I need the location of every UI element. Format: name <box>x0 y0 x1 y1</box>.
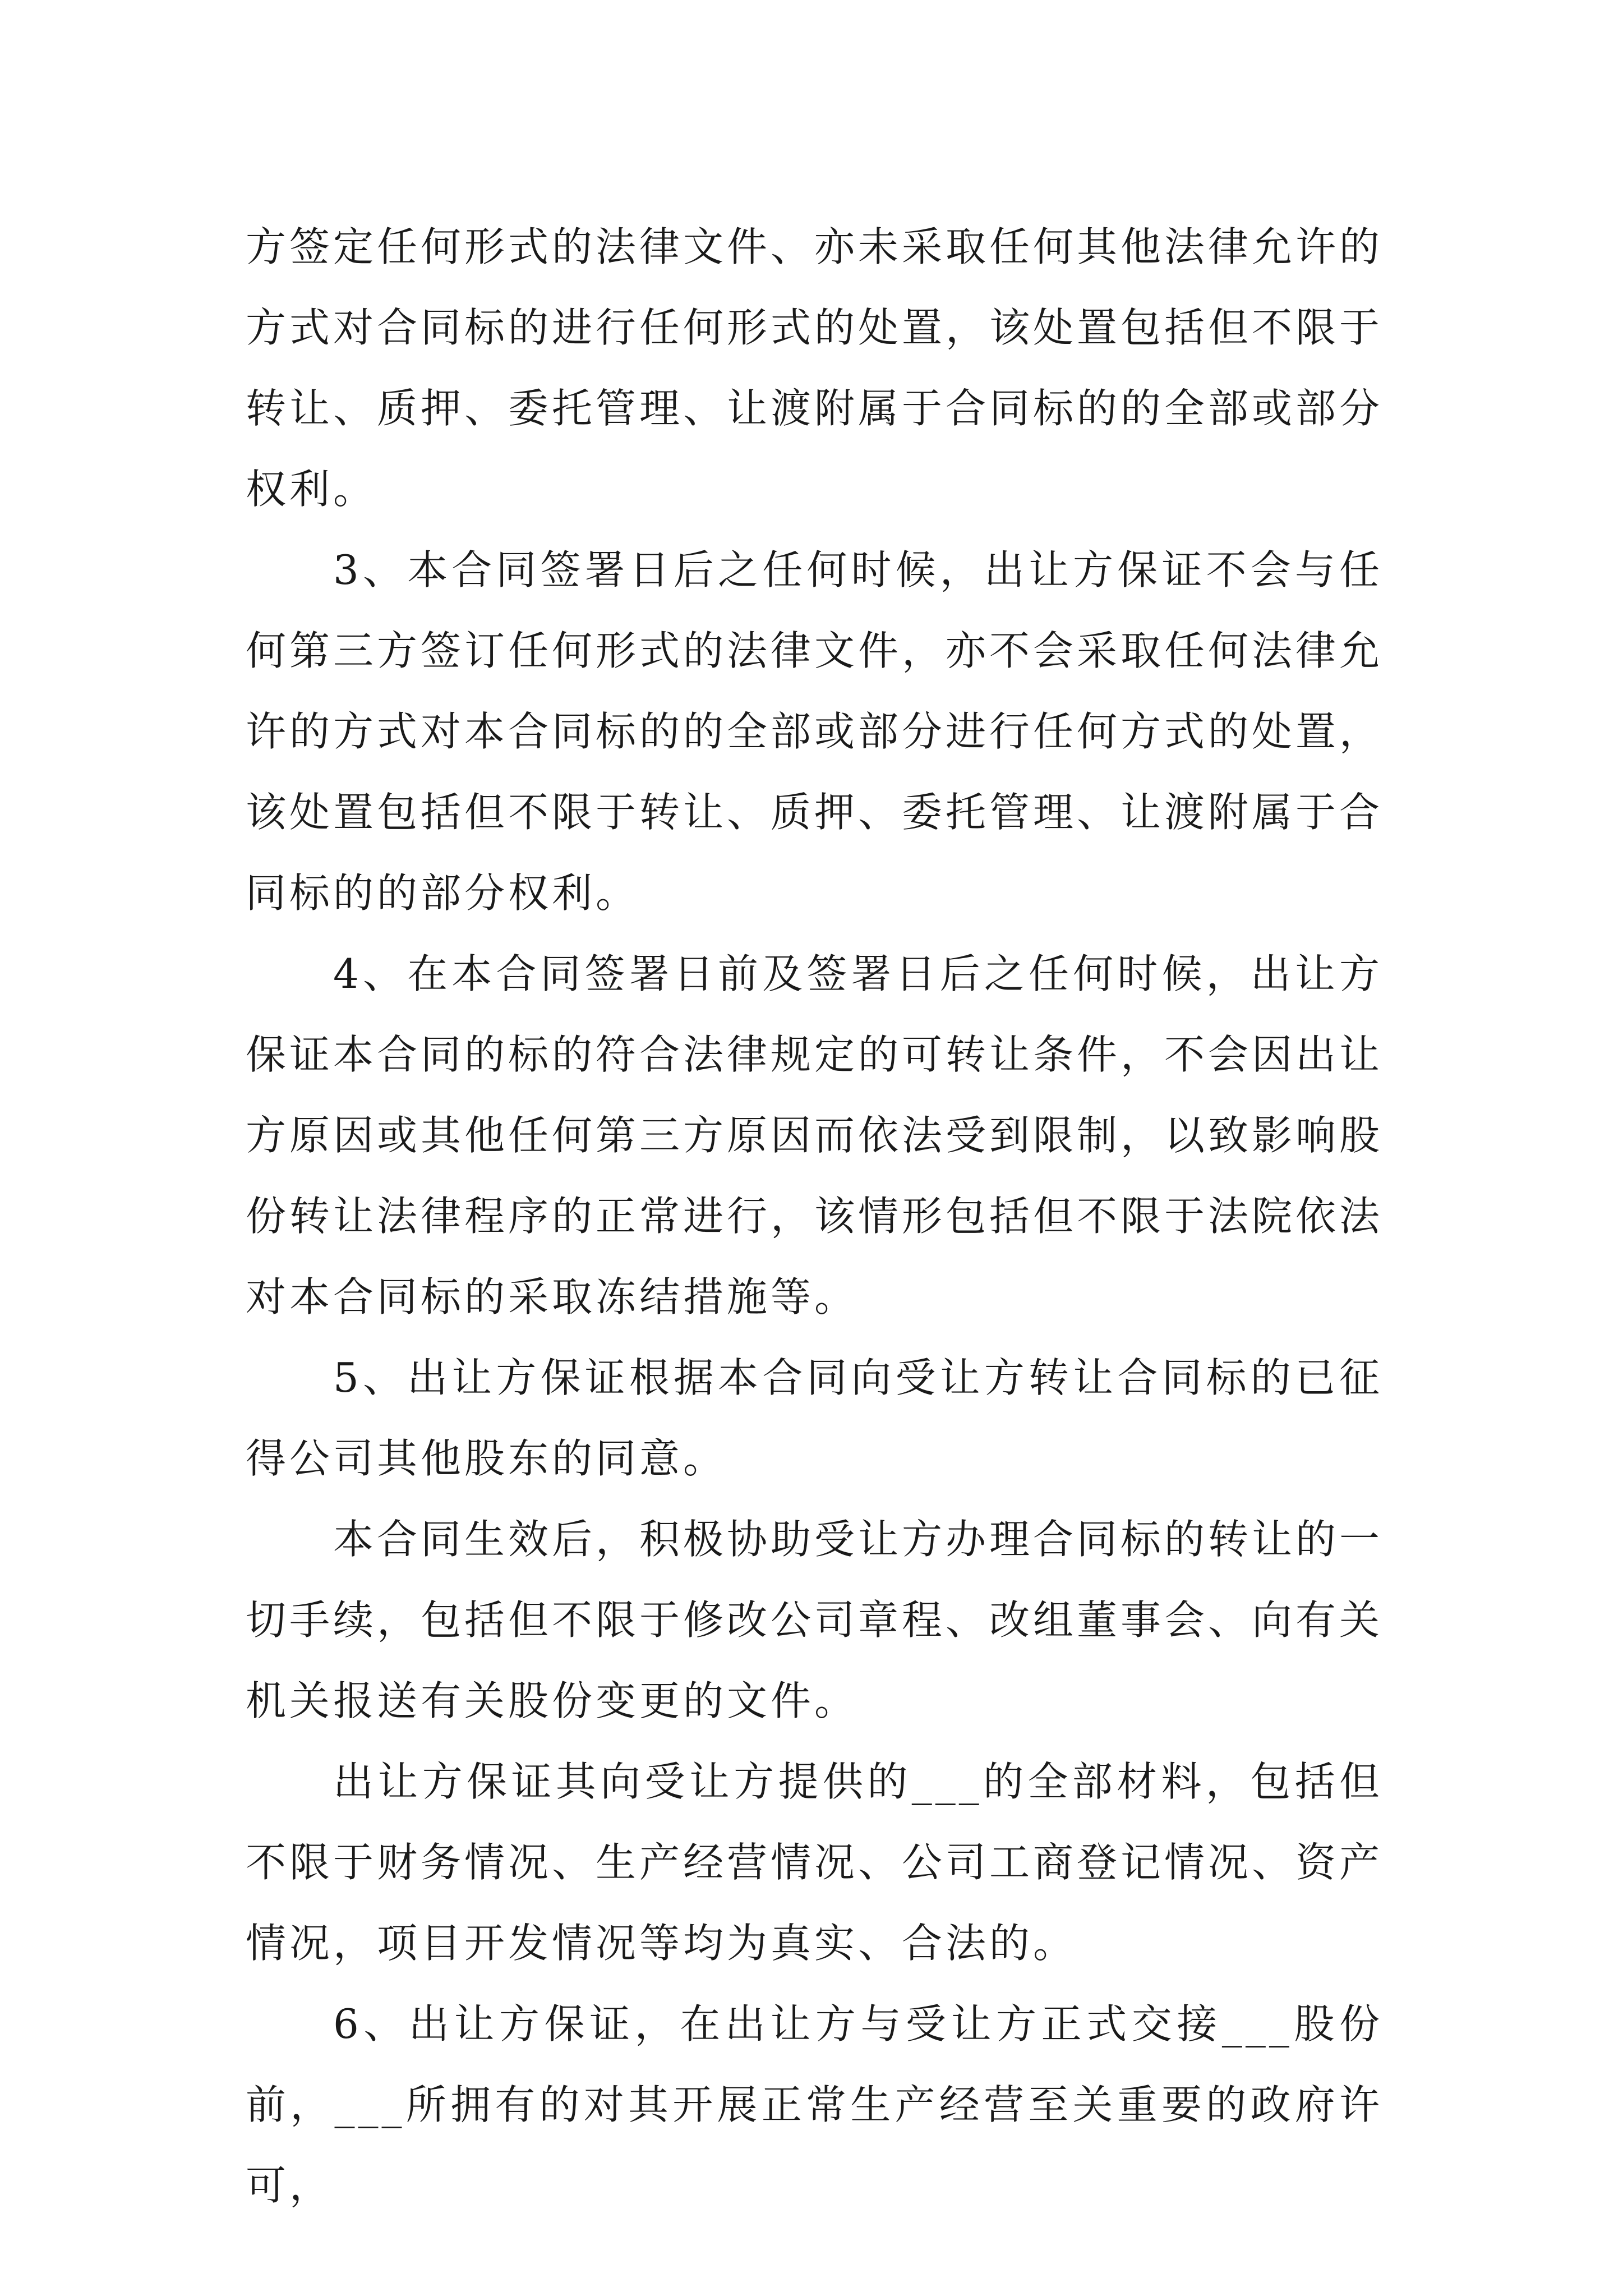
paragraph-continuation: 方签定任何形式的法律文件、亦未采取任何其他法律允许的方式对合同标的进行任何形式的处置，该处置包括但不限于转让、质押、委托管理、让渡附属于合同标的的全部或部分权利。 <box>246 223 1384 513</box>
paragraph-materials-guarantee: 出让方保证其向受让方提供的___的全部材料，包括但不限于财务情况、生产经营情况、公司工商登记情况、资产情况，项目开发情况等均为真实、合法的。 <box>246 1758 1384 1967</box>
document-body <box>246 206 1383 2226</box>
paragraph-clause-4: 4、在本合同签署日前及签署日后之任何时候，出让方保证本合同的标的符合法律规定的可转让条件，不会因出让方原因或其他任何第三方原因而依法受到限制，以致影响股份转让法律程序的正常进行，该情形包括但不限于法院依法对本合同标的采取冻结措施等。 <box>246 950 1384 1320</box>
paragraph-clause-6: 6、出让方保证，在出让方与受让方正式交接___股份前，___所拥有的对其开展正常生产经营至关重要的政府许可， <box>246 2000 1383 2209</box>
paragraph-clause-3: 3、本合同签署日后之任何时候，出让方保证不会与任何第三方签订任何形式的法律文件，亦不会采取任何法律允许的方式对本合同标的的全部或部分进行任何方式的处置，该处置包括但不限于转让、质押、委托管理、让渡附属于合同标的的部分权利。 <box>246 546 1384 917</box>
paragraph-clause-5: 5、出让方保证根据本合同向受让方转让合同标的已征得公司其他股东的同意。 <box>246 1354 1383 1482</box>
paragraph-assist-procedures: 本合同生效后，积极协助受让方办理合同标的转让的一切手续，包括但不限于修改公司章程、改组董事会、向有关机关报送有关股份变更的文件。 <box>246 1516 1384 1724</box>
